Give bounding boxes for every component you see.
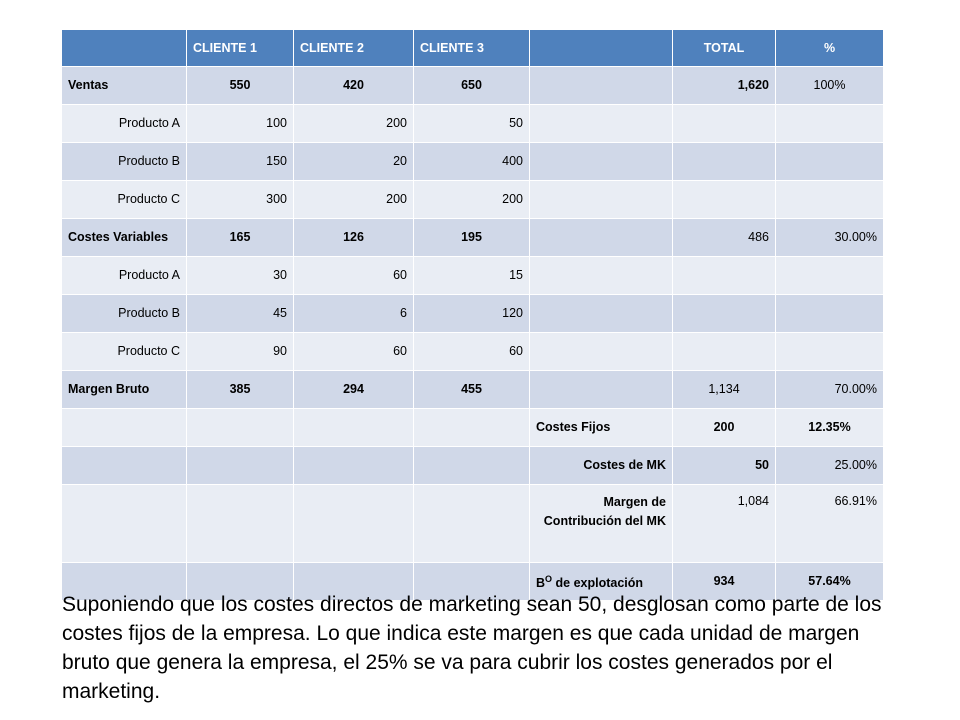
cell-total: 1,134 <box>673 371 776 409</box>
cell: 15 <box>414 257 530 295</box>
cell: 30 <box>187 257 294 295</box>
cell <box>414 485 530 563</box>
row-ventas-producto-c <box>62 181 884 219</box>
cell <box>673 181 776 219</box>
cell: 200 <box>294 105 414 143</box>
cell: 20 <box>294 143 414 181</box>
row-cv-producto-c <box>62 333 884 371</box>
cell-percent: 57.64% <box>776 563 884 601</box>
cell: 90 <box>187 333 294 371</box>
header-cliente-2: CLIENTE 2 <box>294 30 414 67</box>
cell-total: 934 <box>673 563 776 601</box>
cell: 385 <box>187 371 294 409</box>
cell-total: 486 <box>673 219 776 257</box>
row-label: Margen Bruto <box>62 371 187 409</box>
cell <box>776 181 884 219</box>
cell: 60 <box>294 333 414 371</box>
row-label: Producto C <box>62 333 187 371</box>
cell: 126 <box>294 219 414 257</box>
cell-percent: 30.00% <box>776 219 884 257</box>
header-percent: % <box>776 30 884 67</box>
row-label: Margen de Contribución del MK <box>530 485 673 563</box>
row-label: Costes de MK <box>530 447 673 485</box>
cell <box>776 333 884 371</box>
cell-percent: 70.00% <box>776 371 884 409</box>
cell: 6 <box>294 295 414 333</box>
row-cv-producto-a <box>62 257 884 295</box>
row-costes-fijos <box>62 409 884 447</box>
cell: 420 <box>294 67 414 105</box>
cell <box>776 295 884 333</box>
cell <box>530 333 673 371</box>
cell: 455 <box>414 371 530 409</box>
cell <box>414 447 530 485</box>
header-total: TOTAL <box>673 30 776 67</box>
cell <box>530 67 673 105</box>
cell-percent: 66.91% <box>776 485 884 563</box>
row-margen-bruto <box>62 371 884 409</box>
cell <box>776 257 884 295</box>
cell <box>530 181 673 219</box>
cell <box>62 409 187 447</box>
cell <box>530 105 673 143</box>
row-costes-variables <box>62 219 884 257</box>
row-cv-producto-b <box>62 295 884 333</box>
cell <box>530 371 673 409</box>
financial-table <box>61 29 884 601</box>
row-ventas <box>62 67 884 105</box>
cell-total: 200 <box>673 409 776 447</box>
cell <box>530 219 673 257</box>
header-cliente-3: CLIENTE 3 <box>414 30 530 67</box>
cell <box>294 447 414 485</box>
header-row <box>62 30 884 67</box>
cell <box>530 143 673 181</box>
cell <box>776 105 884 143</box>
cell: 45 <box>187 295 294 333</box>
cell: 550 <box>187 67 294 105</box>
cell <box>414 409 530 447</box>
bo-letter: B <box>536 576 546 591</box>
row-label: Producto A <box>62 105 187 143</box>
cell <box>62 485 187 563</box>
row-label: Producto B <box>62 143 187 181</box>
cell <box>673 295 776 333</box>
cell: 60 <box>294 257 414 295</box>
cell-total: 1,084 <box>673 485 776 563</box>
cell-percent: 25.00% <box>776 447 884 485</box>
cell <box>673 105 776 143</box>
row-label: Producto B <box>62 295 187 333</box>
cell: 200 <box>294 181 414 219</box>
cell <box>294 409 414 447</box>
cell: 150 <box>187 143 294 181</box>
cell: 100 <box>187 105 294 143</box>
cell: 165 <box>187 219 294 257</box>
cell: 50 <box>414 105 530 143</box>
cell <box>530 295 673 333</box>
cell <box>187 485 294 563</box>
row-label: Ventas <box>62 67 187 105</box>
cell <box>187 447 294 485</box>
caption-text: Suponiendo que los costes directos de marketing sean 50, desglosan como parte de los costes fijos de la empresa. Lo que indica este margen es que cada unidad de margen bruto que genera la empresa, el 25% se va para cubrir los costes generados por el marketing. <box>62 593 882 703</box>
row-ventas-producto-a <box>62 105 884 143</box>
cell <box>187 409 294 447</box>
cell <box>530 257 673 295</box>
cell <box>294 485 414 563</box>
cell: 60 <box>414 333 530 371</box>
cell: 195 <box>414 219 530 257</box>
cell-percent: 100% <box>776 67 884 105</box>
row-margen-contribucion <box>62 485 884 563</box>
row-label: Costes Fijos <box>530 409 673 447</box>
cell: 120 <box>414 295 530 333</box>
cell <box>673 143 776 181</box>
cell <box>673 257 776 295</box>
cell: 400 <box>414 143 530 181</box>
cell <box>62 447 187 485</box>
cell: 200 <box>414 181 530 219</box>
cell <box>673 333 776 371</box>
cell <box>776 143 884 181</box>
row-ventas-producto-b <box>62 143 884 181</box>
row-label: Producto C <box>62 181 187 219</box>
row-label: Producto A <box>62 257 187 295</box>
header-cliente-1: CLIENTE 1 <box>187 30 294 67</box>
cell: 294 <box>294 371 414 409</box>
row-label: Costes Variables <box>62 219 187 257</box>
header-cell <box>62 30 187 67</box>
cell-total: 1,620 <box>673 67 776 105</box>
cell-percent: 12.35% <box>776 409 884 447</box>
header-cell <box>530 30 673 67</box>
cell: 300 <box>187 181 294 219</box>
row-costes-mk <box>62 447 884 485</box>
cell: 650 <box>414 67 530 105</box>
cell-total: 50 <box>673 447 776 485</box>
bo-superscript: O <box>545 573 553 584</box>
bo-rest: de explotación <box>555 576 644 591</box>
